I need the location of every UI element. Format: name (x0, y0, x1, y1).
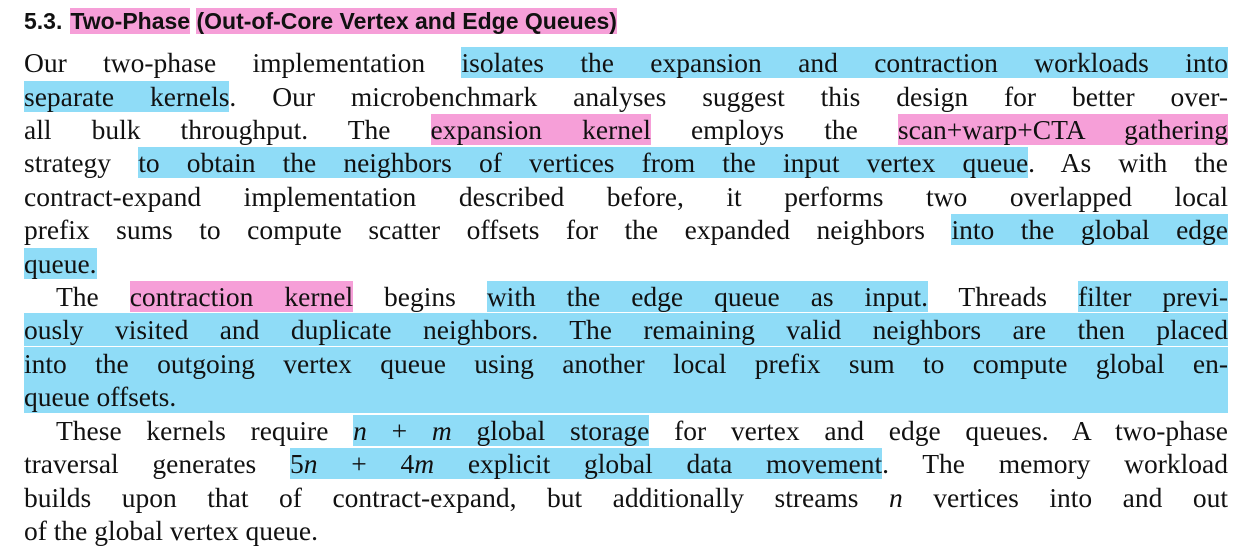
highlight-blue: queue. (24, 248, 97, 279)
text-span: Our two-phase implementation (24, 47, 462, 78)
math-const: 5 (289, 448, 304, 479)
text-span: for vertex and edge queues. A two-phase (649, 415, 1228, 446)
paragraph2-line2 (24, 313, 1228, 346)
paragraph3-line4 (24, 514, 1228, 547)
highlight-blue: into the global edge (951, 214, 1228, 245)
text-span: of the global vertex queue. (24, 515, 318, 546)
text-span: Threads (927, 281, 1078, 312)
paragraph1-line4 (24, 146, 1228, 179)
paragraph1-line3 (24, 113, 1228, 146)
math-var: m (414, 448, 435, 479)
text-span: vertices into and out (902, 482, 1228, 513)
text-span: ously visited and duplicate neighbors. The remaining valid neighbors are then placed (24, 314, 1228, 345)
text-span: traversal generates (24, 448, 290, 479)
highlight-pink: expansion kernel (430, 114, 651, 145)
paragraph1-line1 (24, 46, 1228, 79)
text-span: into the outgoing vertex queue using another local prefix sum to compute global en- (24, 348, 1228, 379)
highlight-blue: with the edge queue as input. (486, 281, 928, 312)
math-var: n (353, 415, 367, 446)
highlight-blue (290, 448, 882, 479)
paragraph2-line3 (24, 347, 1228, 380)
text-span: begins (353, 281, 487, 312)
paragraph3-line2 (24, 447, 1228, 480)
highlight-blue: to obtain the neighbors of vertices from the input vertex queue (138, 147, 1029, 178)
math-op: + (366, 415, 432, 446)
math-var: n (303, 448, 318, 479)
text-span: global storage (451, 415, 650, 446)
paragraph1-line7 (24, 247, 1228, 280)
highlight-pink: contraction kernel (129, 281, 354, 312)
paragraph1-line6 (24, 213, 1228, 246)
text-span: contract-expand implementation described before, it performs two overlapped local (24, 181, 1228, 212)
text-span: employs the (650, 114, 898, 145)
highlight-blue: isolates the expansion and contraction workloads into (461, 47, 1228, 78)
math-var: m (431, 415, 452, 446)
text-span: prefix sums to compute scatter offsets for the expanded neighbors (24, 214, 952, 245)
text-span: . As with the (1028, 147, 1228, 178)
paragraph1-line2 (24, 80, 1228, 113)
paragraph3-line1 (24, 414, 1228, 447)
text-span: all bulk throughput. The (24, 114, 431, 145)
text-span: . The memory workload (882, 448, 1228, 479)
math-var: n (889, 482, 903, 513)
section-title-subtitle: (Out-of-Core Vertex and Edge Queues) (196, 8, 617, 34)
paragraph2-line1 (24, 280, 1228, 313)
highlight-blue: filter previ- (1077, 281, 1229, 312)
text-span: queue offsets. (24, 381, 177, 412)
paragraph1-line5 (24, 180, 1228, 213)
paragraph2-line4 (24, 380, 1228, 413)
paragraph3-line3 (24, 481, 1228, 514)
highlight-blue (353, 415, 649, 446)
math-op: + 4 (317, 448, 415, 479)
section-number: 5.3. (24, 8, 63, 34)
text-span: builds upon that of contract-expand, but additionally streams (24, 482, 890, 513)
text-span: strategy (24, 147, 139, 178)
highlight-blue: separate kernels (24, 81, 230, 112)
highlight-pink: scan+warp+CTA gathering (897, 114, 1228, 145)
text-span: The (56, 281, 130, 312)
text-span: These kernels require (56, 415, 354, 446)
text-span: explicit global data movement (434, 448, 883, 479)
text-span: . Our microbenchmark analyses suggest this design for better over- (229, 81, 1228, 112)
section-title-highlight: Two-Phase (70, 8, 191, 34)
section-heading (24, 6, 617, 36)
